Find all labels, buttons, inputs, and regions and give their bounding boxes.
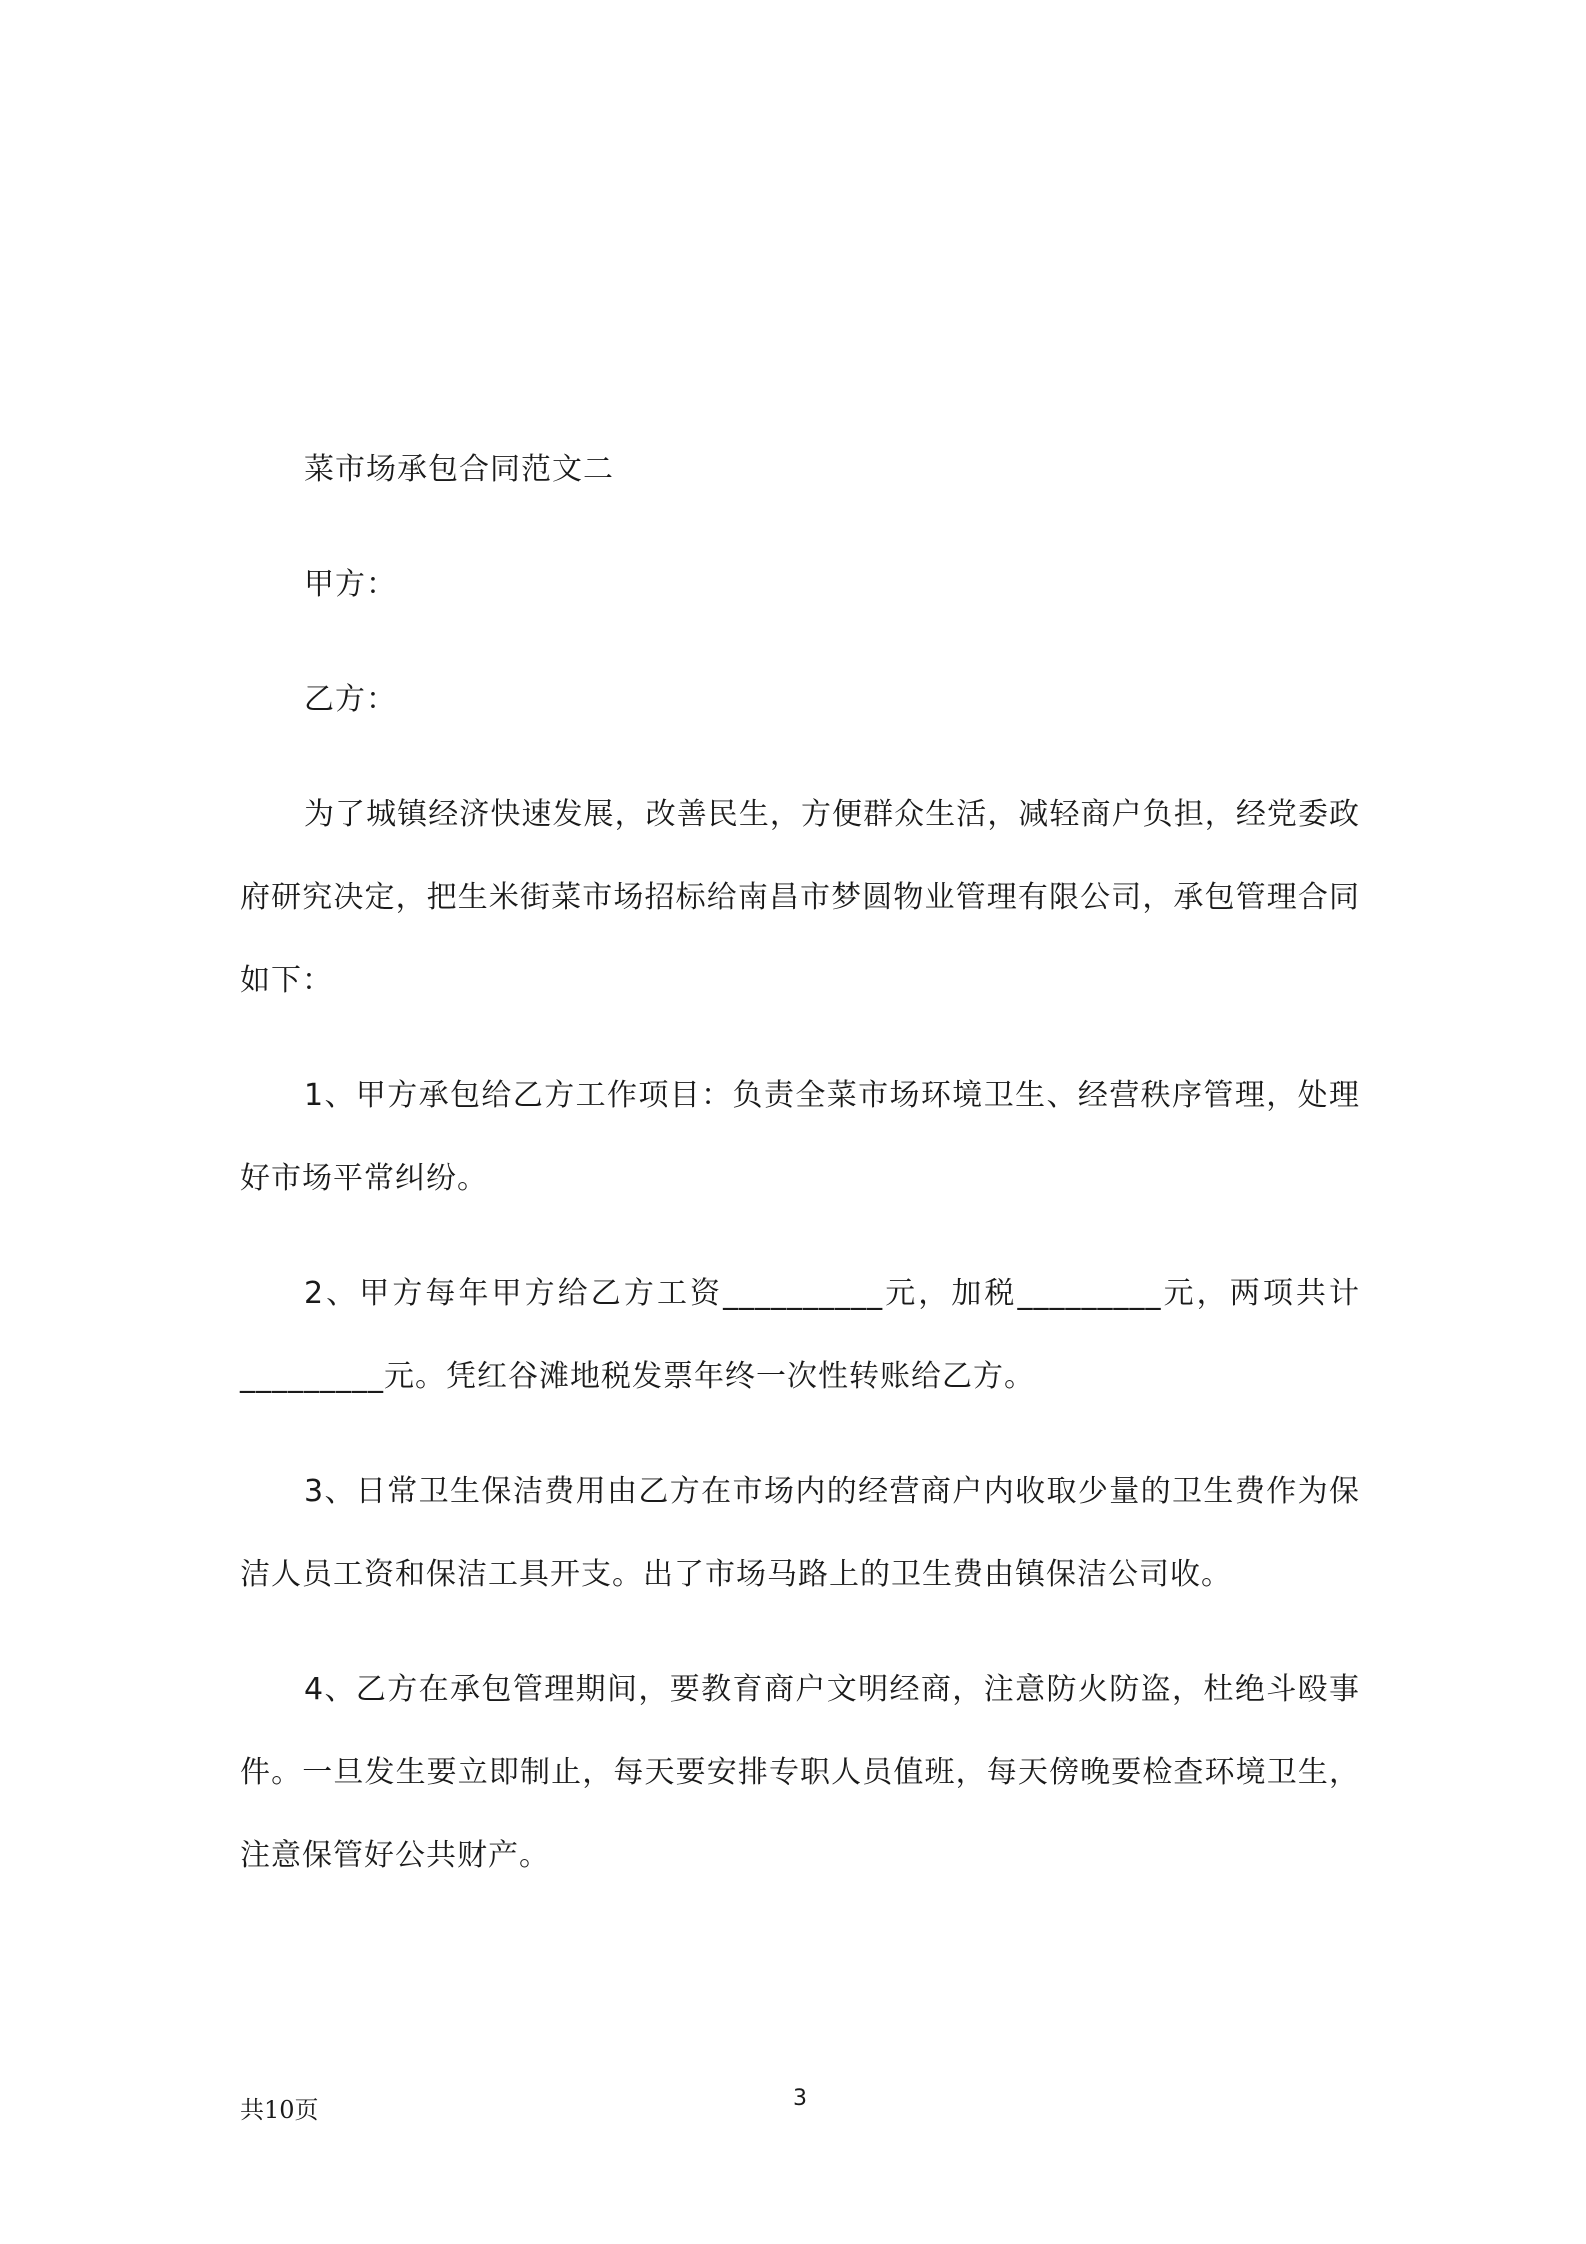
party-a-label: 甲方： <box>304 567 397 602</box>
party-b-label: 乙方： <box>304 682 397 717</box>
clause-2: 2、甲方每年甲方给乙方工资__________元，加税_________元，两项共计_________元。凭红谷滩地税发票年终一次性转账给乙方。 <box>240 1276 1360 1394</box>
intro-paragraph: 为了城镇经济快速发展，改善民生，方便群众生活，减轻商户负担，经党委政府研究决定，把生米街菜市场招标给南昌市梦圆物业管理有限公司，承包管理合同如下： <box>240 797 1360 998</box>
document-body <box>240 428 1360 1929</box>
clause-3: 3、日常卫生保洁费用由乙方在市场内的经营商户内收取少量的卫生费作为保洁人员工资和保洁工具开支。出了市场马路上的卫生费由镇保洁公司收。 <box>240 1474 1360 1592</box>
page-number: 3 <box>793 2086 807 2111</box>
clause-1: 1、甲方承包给乙方工作项目：负责全菜市场环境卫生、经营秩序管理，处理好市场平常纠纷。 <box>240 1078 1360 1196</box>
document-title: 菜市场承包合同范文二 <box>304 452 614 487</box>
total-pages-label: 共10页 <box>240 2096 319 2124</box>
clause-4: 4、乙方在承包管理期间，要教育商户文明经商，注意防火防盗，杜绝斗殴事件。一旦发生要立即制止，每天要安排专职人员值班，每天傍晚要检查环境卫生，注意保管好公共财产。 <box>240 1672 1360 1873</box>
